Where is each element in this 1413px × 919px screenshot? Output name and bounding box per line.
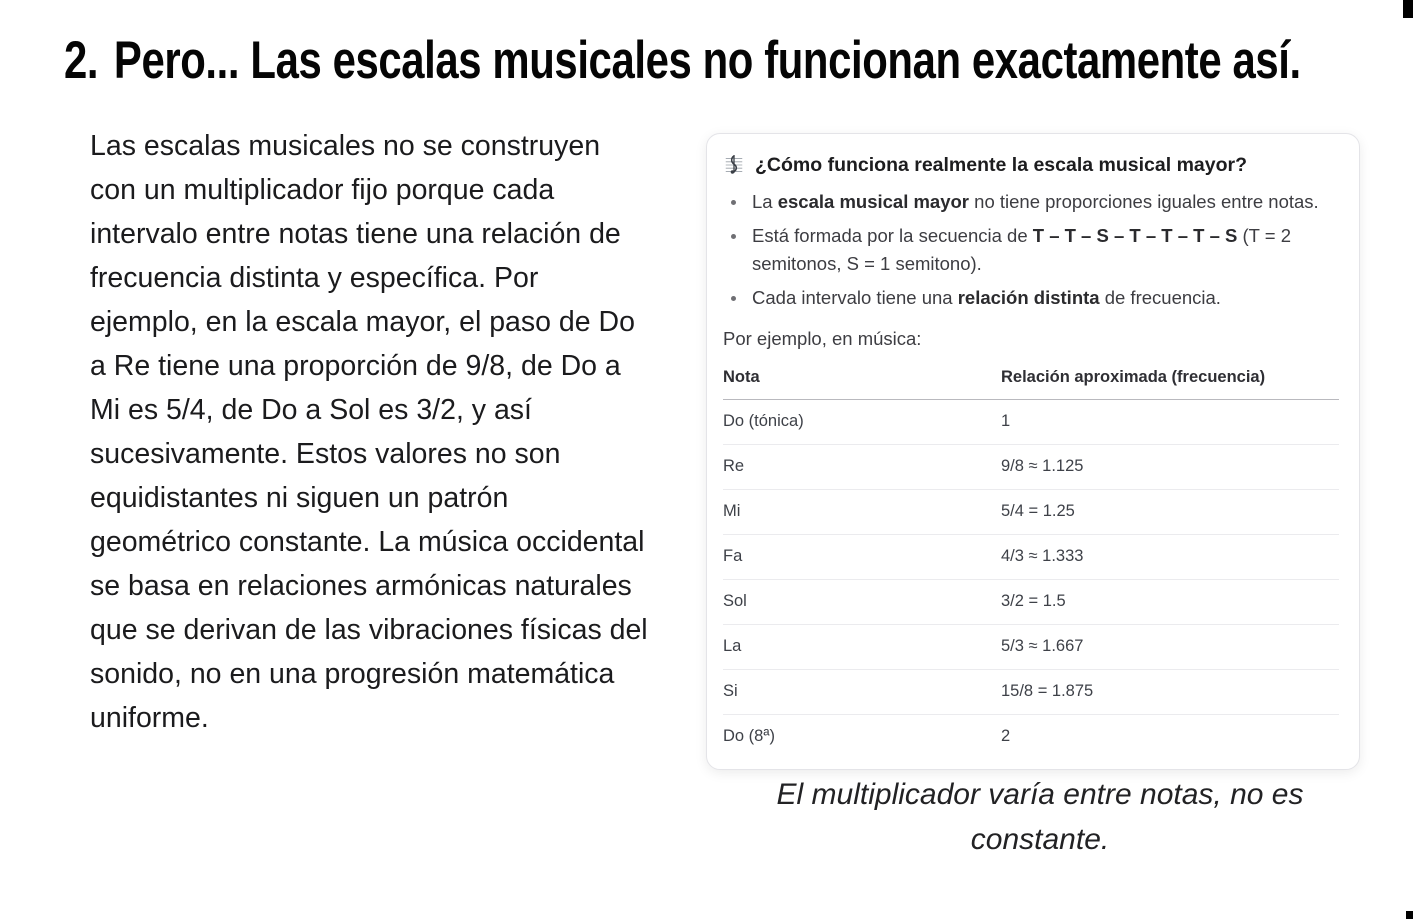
bullet-dot	[731, 234, 736, 239]
page-title-text: Pero... Las escalas musicales no funcionan exactamente así.	[113, 31, 1301, 90]
note-cell: Si	[723, 670, 1001, 715]
column-header-note: Nota	[723, 360, 1001, 400]
bullet-item	[723, 222, 1339, 278]
intro-paragraph: Las escalas musicales no se construyen con un multiplicador fijo porque cada intervalo entre notas tiene una relación de frecuencia distinta y específica. Por ejemplo, en la escala mayor, el paso de Do a Re tiene una proporción de 9/8, de Do a Mi es 5/4, de Do a Sol es 3/2, y así sucesivamente. Estos valores no son equidistantes ni siguen un patrón geométrico constante. La música occidental se basa en relaciones armónicas naturales que se derivan de las vibraciones físicas del sonido, no en una progresión matemática uniforme.	[90, 130, 648, 734]
bullet-text: Cada intervalo tiene una relación distinta de frecuencia.	[752, 287, 1221, 308]
corner-mark-bottom-right	[1406, 911, 1413, 919]
card-title: ¿Cómo funciona realmente la escala musical mayor?	[755, 154, 1248, 176]
note-cell: Do (8ª)	[723, 727, 775, 745]
ratio-cell: 2	[1001, 727, 1011, 745]
table-row	[723, 625, 1339, 670]
treble-clef-icon	[723, 154, 745, 176]
table-row	[723, 580, 1339, 625]
table-row	[723, 490, 1339, 535]
bullet-item	[723, 284, 1339, 312]
column-header-ratio: Relación aproximada (frecuencia)	[1001, 360, 1339, 400]
ratio-cell: 1	[1001, 400, 1339, 445]
card-bullet-list	[723, 188, 1339, 312]
table-row	[723, 400, 1339, 445]
ratio-cell: 9/8 ≈ 1.125	[1001, 445, 1339, 490]
bullet-text: La escala musical mayor no tiene proporciones iguales entre notas.	[752, 191, 1319, 212]
example-label: Por ejemplo, en música:	[723, 328, 922, 349]
notes-table-header-row	[723, 360, 1339, 400]
table-row	[723, 535, 1339, 580]
ratio-cell: 5/4 = 1.25	[1001, 490, 1339, 535]
corner-mark-top-right	[1403, 0, 1413, 18]
bullet-dot	[731, 296, 736, 301]
chat-answer-card	[706, 133, 1360, 770]
note-cell: Re	[723, 445, 1001, 490]
note-cell: Sol	[723, 580, 1001, 625]
ratio-cell: 15/8 = 1.875	[1001, 670, 1339, 715]
notes-table	[723, 360, 1339, 759]
note-cell: La	[723, 625, 1001, 670]
ratio-cell: 5/3 ≈ 1.667	[1001, 625, 1339, 670]
ratio-cell: 4/3 ≈ 1.333	[1001, 535, 1339, 580]
figure-caption: El multiplicador varía entre notas, no es constante.	[776, 778, 1304, 856]
page-title	[64, 30, 1301, 91]
bullet-item	[723, 188, 1339, 216]
note-cell: Fa	[723, 535, 1001, 580]
table-row	[723, 670, 1339, 715]
bullet-text: Está formada por la secuencia de T – T – S – T – T – T – S (T = 2 semitonos, S = 1 semitono).	[752, 225, 1291, 274]
card-header	[723, 152, 1339, 178]
note-cell: Mi	[723, 490, 1001, 535]
table-row	[723, 445, 1339, 490]
page-title-number: 2.	[64, 31, 99, 90]
note-cell: Do (tónica)	[723, 400, 1001, 445]
table-row	[723, 715, 1339, 760]
ratio-cell: 3/2 = 1.5	[1001, 580, 1339, 625]
notes-table-body	[723, 400, 1339, 760]
bullet-dot	[731, 200, 736, 205]
